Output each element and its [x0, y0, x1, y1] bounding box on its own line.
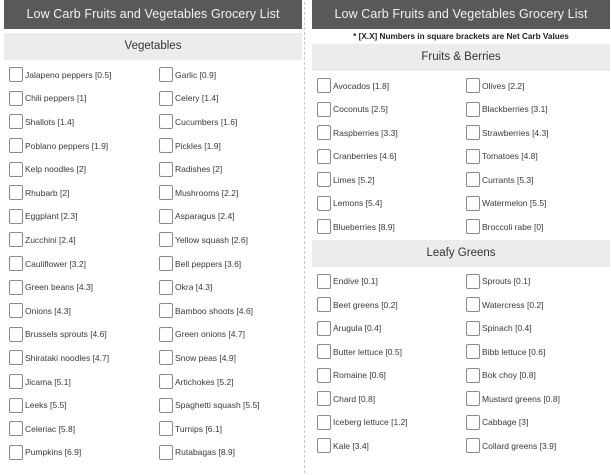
checkbox[interactable] — [9, 256, 23, 271]
item-label: Snow peas [4.9] — [175, 352, 236, 363]
item-label: Kelp noodles [2] — [25, 164, 86, 175]
checklist-item — [312, 293, 461, 317]
checkbox[interactable] — [9, 327, 23, 342]
item-label: Sprouts [0.1] — [482, 276, 531, 287]
checklist-item — [461, 293, 610, 317]
checklist-item — [312, 364, 461, 388]
item-label: Rhubarb [2] — [25, 187, 70, 198]
checkbox[interactable] — [317, 102, 331, 117]
checklist-item — [312, 215, 461, 239]
checklist-item — [461, 121, 610, 145]
checkbox[interactable] — [466, 415, 480, 430]
checkbox[interactable] — [466, 344, 480, 359]
item-label: Mushrooms [2.2] — [175, 187, 239, 198]
checklist-item — [153, 181, 302, 205]
checklist-item — [461, 340, 610, 364]
checklist-item — [153, 417, 302, 441]
vegetables-checklist — [4, 63, 302, 464]
checkbox[interactable] — [9, 138, 23, 153]
item-label: Broccoli rabe [0] — [482, 221, 544, 232]
checklist-item — [461, 145, 610, 169]
checklist-item — [4, 275, 153, 299]
checkbox[interactable] — [317, 172, 331, 187]
item-label: Pickles [1.9] — [175, 140, 221, 151]
checkbox[interactable] — [317, 125, 331, 140]
checkbox[interactable] — [317, 368, 331, 383]
checkbox[interactable] — [317, 321, 331, 336]
item-label: Rutabagas [8.9] — [175, 447, 236, 458]
checklist-item — [312, 145, 461, 169]
right-page — [312, 0, 610, 475]
checkbox[interactable] — [466, 125, 480, 140]
item-label: Romaine [0.6] — [333, 370, 386, 381]
checkbox[interactable] — [466, 438, 480, 453]
checklist-item — [153, 110, 302, 134]
checklist-item — [461, 270, 610, 294]
checkbox[interactable] — [9, 67, 23, 82]
item-label: Currants [5.3] — [482, 174, 534, 185]
checkbox[interactable] — [466, 102, 480, 117]
page-banner: Low Carb Fruits and Vegetables Grocery List — [4, 0, 302, 29]
checkbox[interactable] — [317, 219, 331, 234]
checklist-item — [4, 370, 153, 394]
item-label: Celeriac [5.8] — [25, 423, 76, 434]
checklist-item — [312, 121, 461, 145]
checklist-item — [4, 110, 153, 134]
item-label: Blueberries [8.9] — [333, 221, 395, 232]
checkbox[interactable] — [159, 232, 173, 247]
checklist-item — [312, 317, 461, 341]
item-label: Chili peppers [1] — [25, 93, 87, 104]
checkbox[interactable] — [9, 350, 23, 365]
checklist-item — [153, 252, 302, 276]
checklist-item — [4, 252, 153, 276]
checklist-item — [4, 87, 153, 111]
checkbox[interactable] — [466, 297, 480, 312]
checklist-item — [461, 74, 610, 98]
checklist-item — [4, 393, 153, 417]
checkbox[interactable] — [159, 91, 173, 106]
checklist-item — [312, 387, 461, 411]
checkbox[interactable] — [466, 149, 480, 164]
item-label: Bell peppers [3.6] — [175, 258, 242, 269]
checklist-item — [153, 370, 302, 394]
checkbox[interactable] — [159, 138, 173, 153]
item-label: Poblano peppers [1.9] — [25, 140, 109, 151]
checklist-item — [461, 215, 610, 239]
item-label: Onions [4.3] — [25, 305, 71, 316]
item-label: Jicama [5.1] — [25, 376, 71, 387]
item-label: Endive [0.1] — [333, 276, 378, 287]
item-label: Cranberries [4.6] — [333, 151, 397, 162]
checkbox[interactable] — [466, 78, 480, 93]
checklist-item — [153, 323, 302, 347]
checkbox[interactable] — [9, 232, 23, 247]
left-page — [4, 0, 302, 475]
item-label: Shirataki noodles [4.7] — [25, 352, 110, 363]
checkbox[interactable] — [159, 280, 173, 295]
checkbox[interactable] — [9, 209, 23, 224]
item-label: Eggplant [2.3] — [25, 211, 78, 222]
item-label: Cauliflower [3.2] — [25, 258, 86, 269]
checkbox[interactable] — [159, 185, 173, 200]
item-label: Artichokes [5.2] — [175, 376, 234, 387]
checkbox[interactable] — [159, 398, 173, 413]
checklist-item — [4, 228, 153, 252]
item-label: Jalapeno peppers [0.5] — [25, 69, 112, 80]
checklist-item — [153, 228, 302, 252]
checkbox[interactable] — [317, 297, 331, 312]
item-label: Celery [1.4] — [175, 93, 219, 104]
checkbox[interactable] — [317, 78, 331, 93]
checkbox[interactable] — [466, 196, 480, 211]
checkbox[interactable] — [9, 114, 23, 129]
checklist-item — [153, 299, 302, 323]
checklist-item — [4, 205, 153, 229]
checklist-item — [312, 340, 461, 364]
section-header-leafy-greens: Leafy Greens — [312, 240, 610, 267]
checkbox[interactable] — [9, 280, 23, 295]
checkbox[interactable] — [317, 274, 331, 289]
checkbox[interactable] — [159, 445, 173, 460]
checkbox[interactable] — [466, 172, 480, 187]
item-label: Bok choy [0.8] — [482, 370, 536, 381]
item-label: Spinach [0.4] — [482, 323, 532, 334]
item-label: Zucchini [2.4] — [25, 234, 76, 245]
checklist-item — [153, 87, 302, 111]
checkbox[interactable] — [159, 162, 173, 177]
item-label: Cucumbers [1.6] — [175, 116, 238, 127]
item-label: Shallots [1.4] — [25, 116, 75, 127]
checklist-item — [4, 417, 153, 441]
item-label: Blackberries [3.1] — [482, 104, 548, 115]
checkbox[interactable] — [317, 344, 331, 359]
item-label: Turnips [6.1] — [175, 423, 222, 434]
item-label: Mustard greens [0.8] — [482, 393, 560, 404]
checklist-item — [4, 346, 153, 370]
item-label: Tomatoes [4.8] — [482, 151, 538, 162]
checkbox[interactable] — [317, 438, 331, 453]
checkbox[interactable] — [9, 445, 23, 460]
checkbox[interactable] — [9, 162, 23, 177]
item-label: Kale [3.4] — [333, 440, 369, 451]
checkbox[interactable] — [159, 67, 173, 82]
checkbox[interactable] — [159, 303, 173, 318]
item-label: Butter lettuce [0.5] — [333, 346, 402, 357]
checklist-item — [153, 134, 302, 158]
item-label: Chard [0.8] — [333, 393, 376, 404]
item-label: Cabbage [3] — [482, 417, 529, 428]
item-label: Watermelon [5.5] — [482, 198, 547, 209]
checklist-item — [4, 63, 153, 87]
checklist-item — [4, 134, 153, 158]
item-label: Spaghetti squash [5.5] — [175, 400, 260, 411]
item-label: Iceberg lettuce [1.2] — [333, 417, 408, 428]
item-label: Strawberries [4.3] — [482, 127, 549, 138]
checklist-item — [4, 323, 153, 347]
checkbox[interactable] — [159, 209, 173, 224]
checklist-item — [461, 364, 610, 388]
checklist-item — [312, 270, 461, 294]
item-label: Asparagus [2.4] — [175, 211, 235, 222]
item-label: Arugula [0.4] — [333, 323, 382, 334]
fruits-berries-checklist — [312, 74, 610, 239]
item-label: Yellow squash [2.6] — [175, 234, 248, 245]
checklist-item — [312, 411, 461, 435]
item-label: Limes [5.2] — [333, 174, 375, 185]
checkbox[interactable] — [159, 374, 173, 389]
item-label: Brussels sprouts [4.6] — [25, 329, 107, 340]
page-banner: Low Carb Fruits and Vegetables Grocery List — [312, 0, 610, 29]
checkbox[interactable] — [159, 350, 173, 365]
checklist-item — [153, 346, 302, 370]
checkbox[interactable] — [159, 114, 173, 129]
checklist-item — [461, 168, 610, 192]
checkbox[interactable] — [466, 321, 480, 336]
checklist-item — [461, 434, 610, 458]
checklist-item — [153, 63, 302, 87]
checklist-item — [153, 275, 302, 299]
checklist-item — [461, 317, 610, 341]
item-label: Green onions [4.7] — [175, 329, 245, 340]
checkbox[interactable] — [317, 149, 331, 164]
item-label: Olives [2.2] — [482, 80, 525, 91]
checklist-item — [461, 387, 610, 411]
checklist-item — [153, 393, 302, 417]
checklist-item — [312, 434, 461, 458]
section-header-fruits-berries: Fruits & Berries — [312, 44, 610, 71]
checkbox[interactable] — [9, 374, 23, 389]
checklist-item — [4, 299, 153, 323]
checklist-item — [461, 192, 610, 216]
net-carb-note: * [X.X] Numbers in square brackets are Net Carb Values — [353, 32, 569, 41]
checkbox[interactable] — [9, 91, 23, 106]
checkbox[interactable] — [466, 368, 480, 383]
checkbox[interactable] — [317, 391, 331, 406]
item-label: Coconuts [2.5] — [333, 104, 388, 115]
item-label: Bibb lettuce [0.6] — [482, 346, 546, 357]
leafy-greens-checklist — [312, 270, 610, 458]
item-label: Radishes [2] — [175, 164, 223, 175]
checklist-item — [312, 192, 461, 216]
page-divider — [304, 2, 305, 473]
item-label: Beet greens [0.2] — [333, 299, 398, 310]
item-label: Avocados [1.8] — [333, 80, 390, 91]
item-label: Raspberries [3.3] — [333, 127, 398, 138]
checklist-item — [461, 98, 610, 122]
checkbox[interactable] — [466, 391, 480, 406]
checkbox[interactable] — [466, 274, 480, 289]
checklist-item — [461, 411, 610, 435]
checklist-item — [4, 181, 153, 205]
checkbox[interactable] — [317, 415, 331, 430]
item-label: Pumpkins [6.9] — [25, 447, 82, 458]
checkbox[interactable] — [317, 196, 331, 211]
checkbox[interactable] — [159, 256, 173, 271]
item-label: Green beans [4.3] — [25, 282, 94, 293]
checkbox[interactable] — [9, 421, 23, 436]
checklist-item — [312, 74, 461, 98]
checkbox[interactable] — [159, 327, 173, 342]
section-header-vegetables: Vegetables — [4, 33, 302, 60]
checkbox[interactable] — [159, 421, 173, 436]
checklist-item — [4, 157, 153, 181]
checklist-item — [153, 441, 302, 465]
checkbox[interactable] — [9, 398, 23, 413]
checkbox[interactable] — [9, 303, 23, 318]
item-label: Leeks [5.5] — [25, 400, 67, 411]
item-label: Watercress [0.2] — [482, 299, 544, 310]
item-label: Lemons [5.4] — [333, 198, 383, 209]
item-label: Garlic [0.9] — [175, 69, 217, 80]
checkbox[interactable] — [466, 219, 480, 234]
item-label: Bamboo shoots [4.6] — [175, 305, 253, 316]
checklist-item — [312, 168, 461, 192]
checklist-item — [153, 205, 302, 229]
item-label: Collard greens [3.9] — [482, 440, 557, 451]
item-label: Okra [4.3] — [175, 282, 213, 293]
checklist-item — [312, 98, 461, 122]
checklist-item — [153, 157, 302, 181]
checkbox[interactable] — [9, 185, 23, 200]
checklist-item — [4, 441, 153, 465]
